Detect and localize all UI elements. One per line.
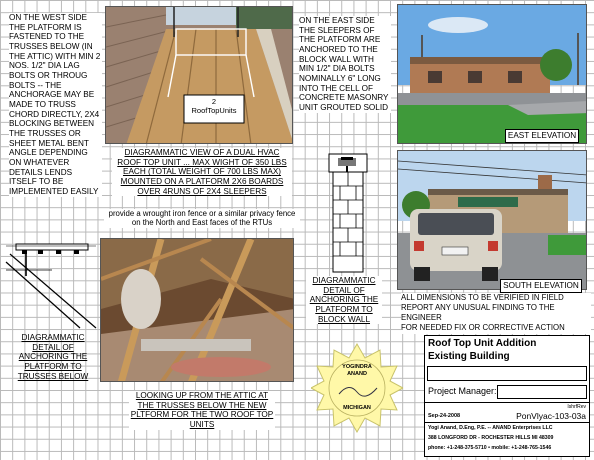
east-elevation-caption: EAST ELEVATION <box>505 129 579 143</box>
title-divider-2 <box>425 422 589 423</box>
south-elevation-photo <box>397 150 587 290</box>
sheet-label: IshrfRev <box>567 404 586 410</box>
block-wall-detail-drawing <box>325 152 371 274</box>
seal-name: YOGINDRA ANAND <box>342 364 372 377</box>
drawing-number: PonVlyac-103-03a <box>516 411 586 421</box>
south-elevation-caption: SOUTH ELEVATION <box>500 279 582 293</box>
engineer-address: 388 LONGFORD DR - ROCHESTER HILLS MI 48309 <box>428 435 554 441</box>
anchor-trusses-note: DIAGRAMMATIC DETAIL OF ANCHORING THE PLATFORM TO TRUSSES BELOW <box>17 333 89 381</box>
west-side-note: ON THE WEST SIDE THE PLATFORM IS FASTENED TO THE TRUSSES BELOW (IN THE ATTIC) WITH MIN 2 NOS. 1/2" DIA LAG BOLTS OR THROUG BOLTS -- THE ANCHORAGE MAY BE MADE TO TRUSS CHORD DIRECTLY, 2X4 BLOCKING BETWEEN THE TRUSSES OR SHEET METAL BENT ANGLE DEPENDING ON WHATEVER DETAILS LENDS ITSELF TO BE IMPLEMENTED EASILY <box>9 13 101 197</box>
east-side-note: ON THE EAST SIDE THE SLEEPERS OF THE PLATFORM ARE ANCHORED TO THE BLOCK WALL WITH MIN 1/2" DIA BOLTS NOMINALLY 6" LONG INTO THE CELL OF CONCRETE MASONRY UNIT GROUTED SOLID <box>299 16 391 113</box>
dimensions-note: ALL DIMENSIONS TO BE VERIFIED IN FIELD REPORT ANY UNUSUAL FINDING TO THE ENGINEER FOR NEEDED FIX OR CORRECTIVE ACTION <box>401 293 591 334</box>
title-line-2: Existing Building <box>428 351 510 362</box>
east-elevation-photo <box>397 4 587 144</box>
project-manager-label: Project Manager: <box>428 386 497 396</box>
anchor-block-wall-note: DIAGRAMMATIC DETAIL OF ANCHORING THE PLATFORM TO BLOCK WALL <box>306 276 382 324</box>
engineer-name: Yogi Anand, D.Eng, P.E. -- ANAND Enterprises LLC <box>428 425 553 431</box>
diagrammatic-view-note: DIAGRAMMATIC VIEW OF A DUAL HVAC ROOF TOP UNIT ... MAX WIGHT OF 350 LBS EACH (TOTAL WEIGHT OF 700 LBS MAX) MOUNTED ON A PLATFORM 2X6 BOARDS OVER 4RUNS OF 2X4 SLEEPERS <box>112 148 292 196</box>
truss-detail-drawing <box>4 232 98 332</box>
title-block <box>424 335 590 457</box>
drawing-date: Sep-24-2008 <box>428 413 461 419</box>
roof-platform-photo <box>105 6 293 144</box>
engineer-phone: phone: +1-248-375-5710 • mobile: +1-248-765-1546 <box>428 445 552 451</box>
fence-note: provide a wrought iron fence or a similar privacy fence on the North and East faces of the RTUs <box>104 209 300 228</box>
rtu-label: 2 RoofTopUnits <box>191 97 237 116</box>
pe-seal <box>311 342 403 434</box>
seal-state: MICHIGAN <box>343 405 371 411</box>
attic-photo <box>100 238 294 382</box>
attic-view-note: LOOKING UP FROM THE ATTIC AT THE TRUSSES BELOW THE NEW PLTFORM FOR THE TWO ROOF TOP UNITS <box>130 391 274 430</box>
title-blank-box <box>427 366 587 381</box>
title-divider <box>425 402 589 403</box>
title-line-1: Roof Top Unit Addition <box>428 338 537 349</box>
project-manager-field <box>497 385 587 399</box>
